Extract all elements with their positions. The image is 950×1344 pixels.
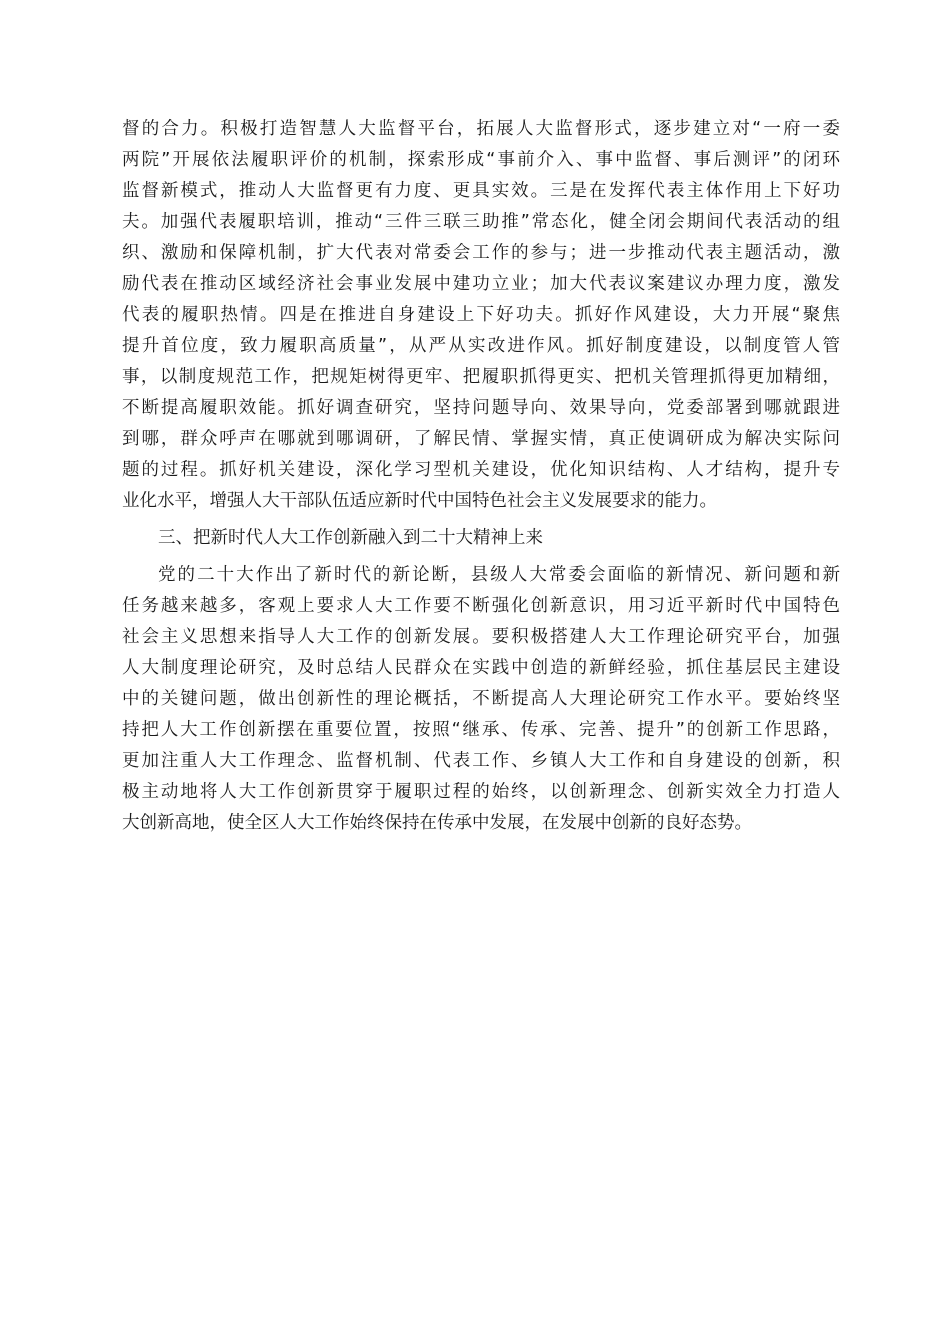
section-heading: 三、把新时代人大工作创新融入到二十大精神上来 xyxy=(158,528,543,548)
paragraph-line: 不断提高履职效能。抓好调查研究，坚持问题导向、效果导向，党委部署到哪就跟进 xyxy=(122,398,840,418)
paragraph-line: 极主动地将人大工作创新贯穿于履职过程的始终，以创新理念、创新实效全力打造人 xyxy=(122,782,840,802)
paragraph-line: 夫。加强代表履职培训，推动“三件三联三助推”常态化，健全闭会期间代表活动的组 xyxy=(122,212,840,232)
paragraph-line: 监督新模式，推动人大监督更有力度、更具实效。三是在发挥代表主体作用上下好功 xyxy=(122,181,840,201)
paragraph-line: 织、激励和保障机制，扩大代表对常委会工作的参与；进一步推动代表主题活动，激 xyxy=(122,243,840,263)
paragraph-line: 任务越来越多，客观上要求人大工作要不断强化创新意识，用习近平新时代中国特色 xyxy=(122,596,840,616)
paragraph-line: 党的二十大作出了新时代的新论断，县级人大常委会面临的新情况、新问题和新 xyxy=(158,565,840,585)
paragraph-line: 题的过程。抓好机关建设，深化学习型机关建设，优化知识结构、人才结构，提升专 xyxy=(122,460,840,480)
paragraph-line: 更加注重人大工作理念、监督机制、代表工作、乡镇人大工作和自身建设的创新，积 xyxy=(122,751,840,771)
paragraph-line: 代表的履职热情。四是在推进自身建设上下好功夫。抓好作风建设，大力开展“聚焦 xyxy=(122,305,840,325)
paragraph-line: 督的合力。积极打造智慧人大监督平台，拓展人大监督形式，逐步建立对“一府一委 xyxy=(122,119,840,139)
paragraph-line: 人大制度理论研究，及时总结人民群众在实践中创造的新鲜经验，抓住基层民主建设 xyxy=(122,658,840,678)
paragraph-supervision-and-representatives xyxy=(122,114,840,517)
paragraph-line: 事，以制度规范工作，把规矩树得更牢、把履职抓得更实、把机关管理抓得更加精细， xyxy=(122,367,840,387)
paragraph-line: 励代表在推动区域经济社会事业发展中建功立业；加大代表议案建议办理力度，激发 xyxy=(122,274,840,294)
paragraph-line: 中的关键问题，做出创新性的理论概括，不断提高人大理论研究工作水平。要始终坚 xyxy=(122,689,840,709)
paragraph-line: 到哪，群众呼声在哪就到哪调研，了解民情、掌握实情，真正使调研成为解决实际问 xyxy=(122,429,840,449)
document-body xyxy=(122,114,840,839)
paragraph-line: 持把人大工作创新摆在重要位置，按照“继承、传承、完善、提升”的创新工作思路， xyxy=(122,720,840,740)
paragraph-line: 大创新高地，使全区人大工作始终保持在传承中发展，在发展中创新的良好态势。 xyxy=(122,813,752,833)
paragraph-line: 两院”开展依法履职评价的机制，探索形成“事前介入、事中监督、事后测评”的闭环 xyxy=(122,150,840,170)
paragraph-line: 社会主义思想来指导人大工作的创新发展。要积极搭建人大工作理论研究平台，加强 xyxy=(122,627,840,647)
paragraph-line: 业化水平，增强人大干部队伍适应新时代中国特色社会主义发展要求的能力。 xyxy=(122,491,717,511)
paragraph-line: 提升首位度，致力履职高质量”，从严从实改进作风。抓好制度建设，以制度管人管 xyxy=(122,336,840,356)
paragraph-innovation xyxy=(122,560,840,839)
